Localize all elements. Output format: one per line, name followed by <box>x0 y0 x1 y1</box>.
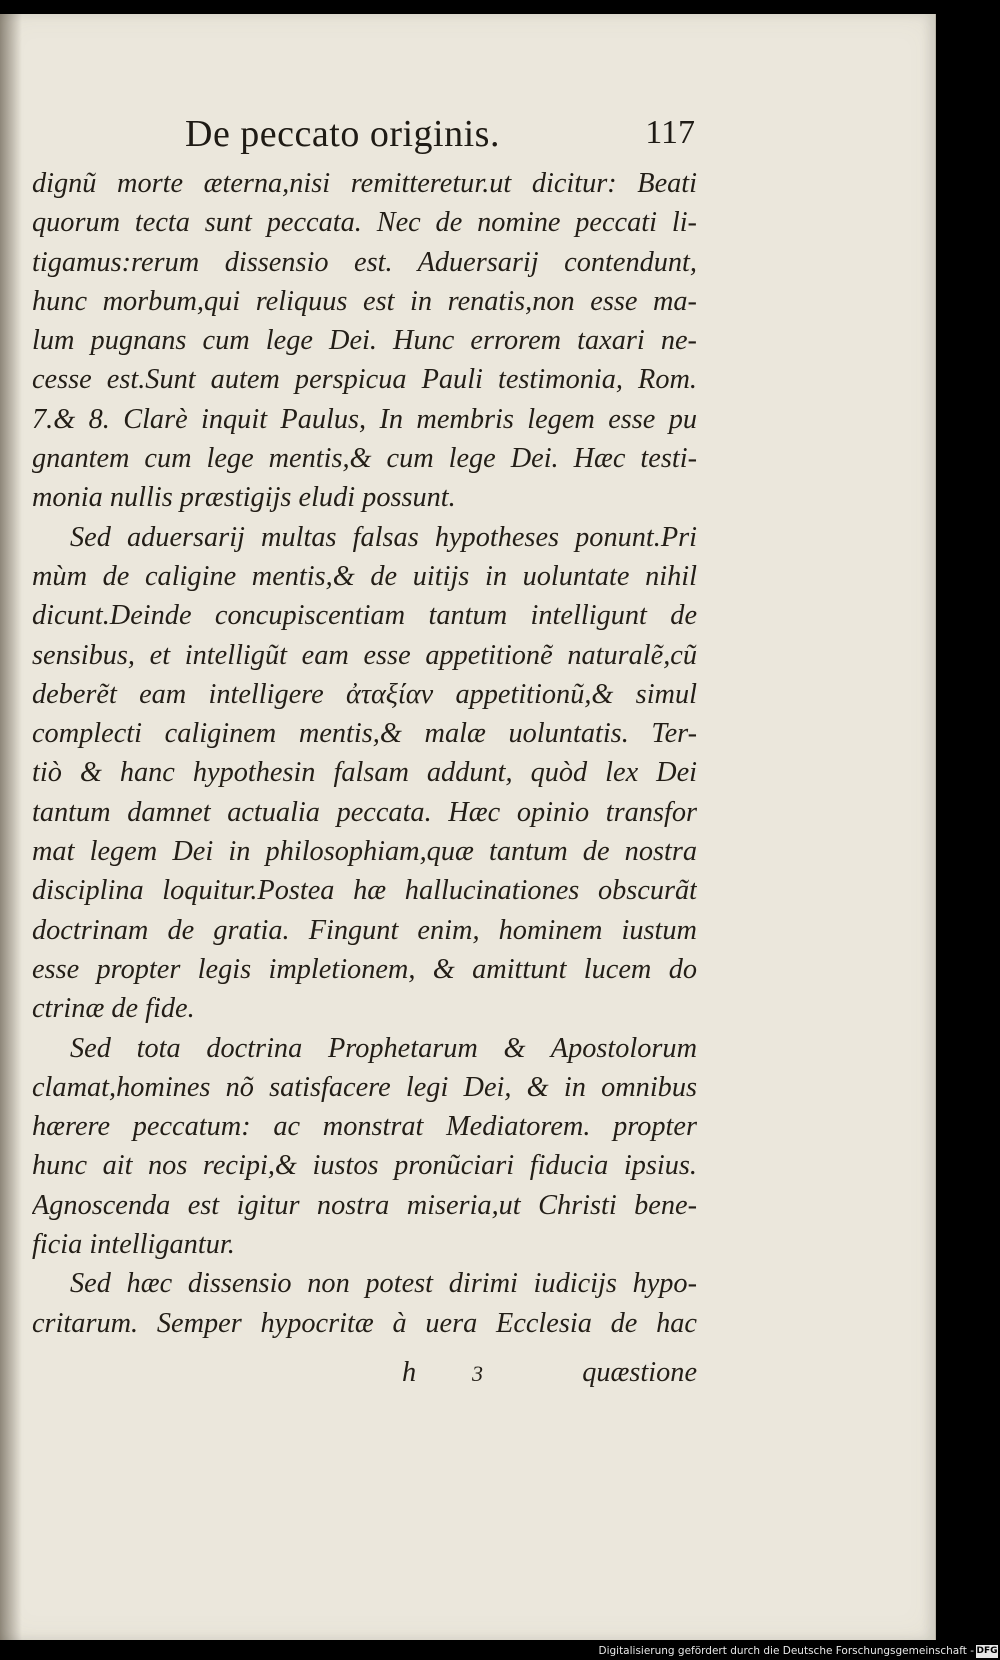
text-line: tantum damnet actualia peccata. Hæc opinio transfor <box>32 796 697 828</box>
text-line: mat legem Dei in philosophiam,quæ tantum de nostra <box>32 836 697 868</box>
text-line: complecti caliginem mentis,& malæ uoluntatis. Ter- <box>32 718 697 750</box>
text-line: quorum tecta sunt peccata. Nec de nomine peccati li- <box>32 207 697 239</box>
text-line: ficia intelligantur. <box>32 1229 235 1261</box>
page-footer <box>32 1357 697 1397</box>
text-line: monia nullis præstigijs eludi possunt. <box>32 482 456 514</box>
body-text <box>32 164 697 1343</box>
text-line: esse propter legis impletionem, & amittunt lucem do <box>32 953 697 985</box>
text-line: Sed tota doctrina Prophetarum & Apostolorum <box>70 1032 697 1064</box>
text-line: tiò & hanc hypothesin falsam addunt, quòd lex Dei <box>32 757 697 789</box>
text-line: dicunt.Deinde concupiscentiam tantum intelligunt de <box>32 600 697 632</box>
text-line: dignũ morte æterna,nisi remitteretur.ut dicitur: Beati <box>32 168 697 199</box>
text-line: clamat,homines nõ satisfacere legi Dei, & in omnibus <box>32 1071 697 1103</box>
text-line: hunc ait nos recipi,& iustos pronũciari fiducia ipsius. <box>32 1150 697 1182</box>
text-line: ctrinæ de fide. <box>32 993 195 1025</box>
signature-number: 3 <box>472 1361 483 1386</box>
running-head <box>185 112 695 162</box>
text-line: cesse est.Sunt autem perspicua Pauli testimonia, Rom. <box>32 364 697 396</box>
gutter-shadow <box>0 14 22 1640</box>
text-line: hunc morbum,qui reliquus est in renatis,non esse ma- <box>32 285 697 317</box>
text-line: mùm de caligine mentis,& de uitijs in uoluntate nihil <box>32 560 697 592</box>
page-number: 117 <box>645 114 695 151</box>
text-line: 7.& 8. Clarè inquit Paulus, In membris legem esse pu <box>32 403 697 435</box>
text-line: Agnoscenda est igitur nostra miseria,ut Christi bene- <box>32 1189 697 1221</box>
dfg-logo-icon: DFG <box>976 1646 998 1656</box>
text-line: hærere peccatum: ac monstrat Mediatorem. propter <box>32 1111 697 1143</box>
text-line: disciplina loquitur.Postea hæ hallucinationes obscurãt <box>32 875 697 907</box>
text-line: tigamus:rerum dissensio est. Aduersarij contendunt, <box>32 246 697 278</box>
catchword: quæstione <box>582 1357 697 1388</box>
signature-mark: h <box>402 1357 417 1388</box>
text-line: doctrinam de gratia. Fingunt enim, hominem iustum <box>32 914 697 946</box>
text-line: Sed aduersarij multas falsas hypotheses ponunt.Pri <box>70 521 697 553</box>
text-line: Sed hæc dissensio non potest dirimi iudicijs hypo- <box>70 1268 697 1300</box>
text-line: gnantem cum lege mentis,& cum lege Dei. Hæc testi- <box>32 443 697 475</box>
text-line: sensibus, et intelligũt eam esse appetitionẽ naturalẽ,cũ <box>32 639 697 671</box>
text-line: deberẽt eam intelligere ἀταξίαν appetitionũ,& simul <box>32 678 697 710</box>
book-page <box>0 14 936 1640</box>
digitization-credit: Digitalisierung gefördert durch die Deutsche Forschungsgemeinschaft - <box>598 1645 974 1657</box>
text-line: critarum. Semper hypocritæ à uera Ecclesia de hac <box>32 1307 697 1339</box>
text-line: lum pugnans cum lege Dei. Hunc errorem taxari ne- <box>32 325 697 357</box>
running-title: De peccato originis. <box>185 113 500 155</box>
